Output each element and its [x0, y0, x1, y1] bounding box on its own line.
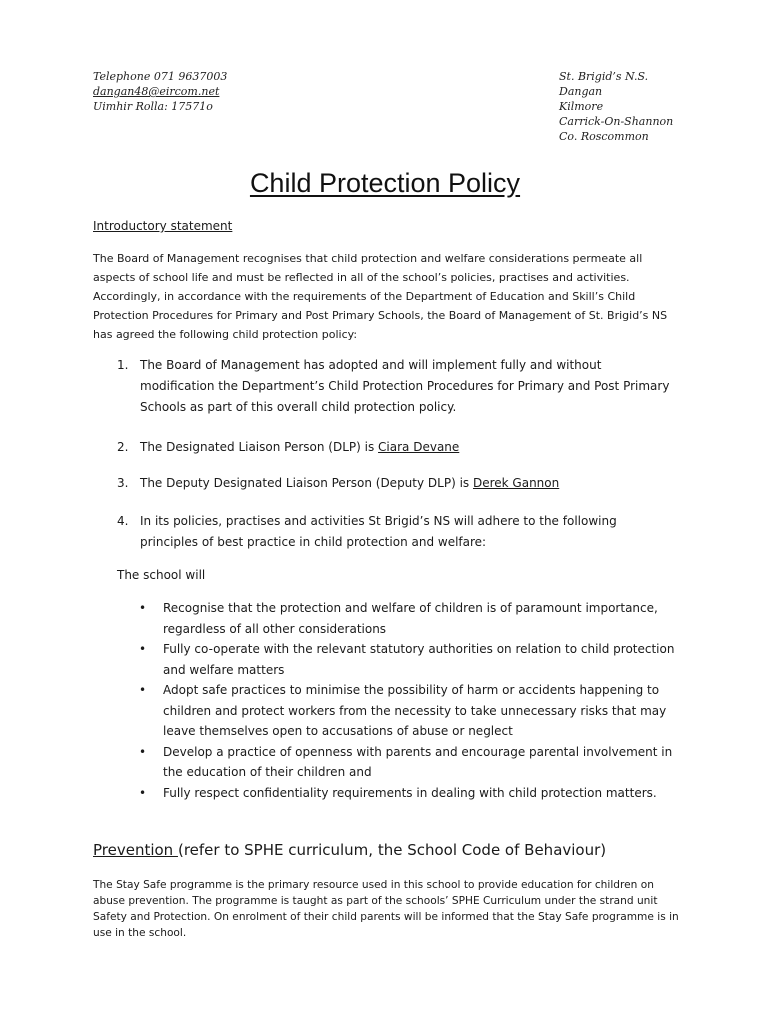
list-item	[137, 680, 682, 742]
list-item	[137, 598, 682, 639]
prevention-heading-title: Prevention	[93, 841, 178, 859]
email-link[interactable]: dangan48@eircom.net	[93, 85, 220, 98]
bullet-icon: •	[139, 642, 147, 656]
contact-block	[93, 69, 227, 114]
principles-list	[137, 598, 682, 803]
item-number: 1.	[117, 358, 129, 372]
address-line: Carrick-On-Shannon	[559, 115, 674, 128]
prevention-heading-note: (refer to SPHE curriculum, the School Code of Behaviour)	[177, 841, 607, 859]
bullet-icon: •	[139, 683, 147, 697]
dlp-name: Ciara Devane	[378, 440, 460, 454]
deputy-dlp-name: Derek Gannon	[472, 476, 560, 490]
intro-heading: Introductory statement	[93, 219, 233, 233]
address-line: St. Brigid’s N.S.	[559, 70, 649, 83]
address-line: Dangan	[559, 85, 603, 98]
list-item	[137, 639, 682, 680]
item-text: In its policies, practises and activities St Brigid’s NS will adhere to the following principles of best practice in child protection and welfare:	[140, 514, 617, 549]
list-item-text: Fully respect confidentiality requirements in dealing with child protection matters.	[163, 785, 657, 800]
deputy-dlp-label: The Deputy Designated Liaison Person (Deputy DLP) is	[140, 476, 473, 490]
list-item-text: Fully co-operate with the relevant statutory authorities on relation to child protection and welfare matters	[163, 642, 675, 677]
address-line: Co. Roscommon	[559, 130, 649, 143]
item-text	[140, 437, 670, 458]
bullet-icon: •	[139, 744, 147, 759]
list-item	[137, 783, 682, 804]
list-item-text: Recognise that the protection and welfare of children is of paramount importance, regardless of all other considerations	[163, 601, 658, 636]
address-line: Kilmore	[559, 100, 604, 113]
dlp-label: The Designated Liaison Person (DLP) is	[140, 440, 379, 454]
prevention-heading	[93, 840, 606, 860]
item-number: 4.	[117, 514, 129, 528]
prevention-paragraph: The Stay Safe programme is the primary resource used in this school to provide education for children on abuse prevention. The programme is taught as part of the schools’ SPHE Curriculum under the strand unit Safety and Protection. On enrolment of their child parents will be informed that the Stay Safe programme is in use in the school.	[93, 879, 679, 939]
telephone-line: Telephone 071 9637003	[93, 70, 228, 83]
intro-paragraph: The Board of Management recognises that child protection and welfare considerations permeate all aspects of school life and must be reflected in all of the school’s policies, practises and activities. Accordingly, in accordance with the requirements of the Department of Education and Skill’s Child Protection Procedures for Primary and Post Primary Schools, the Board of Management of St. Brigid’s NS has agreed the following child protection policy:	[93, 252, 668, 341]
item-text	[140, 473, 670, 494]
school-will-label: The school will	[117, 568, 206, 582]
school-address-block	[559, 69, 673, 144]
item-number: 2.	[117, 440, 129, 454]
list-item	[137, 742, 682, 783]
item-number: 3.	[117, 476, 129, 490]
item-text: The Board of Management has adopted and will implement fully and without modification the Department’s Child Protection Procedures for Primary and Post Primary Schools as part of this overall child protection policy.	[140, 358, 670, 414]
bullet-icon: •	[139, 601, 147, 615]
page-title	[0, 165, 770, 201]
page-title-text: Child Protection Policy	[249, 168, 521, 198]
bullet-icon: •	[139, 785, 147, 800]
list-item-text: Develop a practice of openness with parents and encourage parental involvement in the education of their children and	[163, 744, 673, 779]
list-item-text: Adopt safe practices to minimise the possibility of harm or accidents happening to children and protect workers from the necessity to take unnecessary risks that may leave themselves open to accusations of abuse or neglect	[163, 683, 667, 738]
roll-number: Uimhir Rolla: 17571o	[93, 100, 213, 113]
